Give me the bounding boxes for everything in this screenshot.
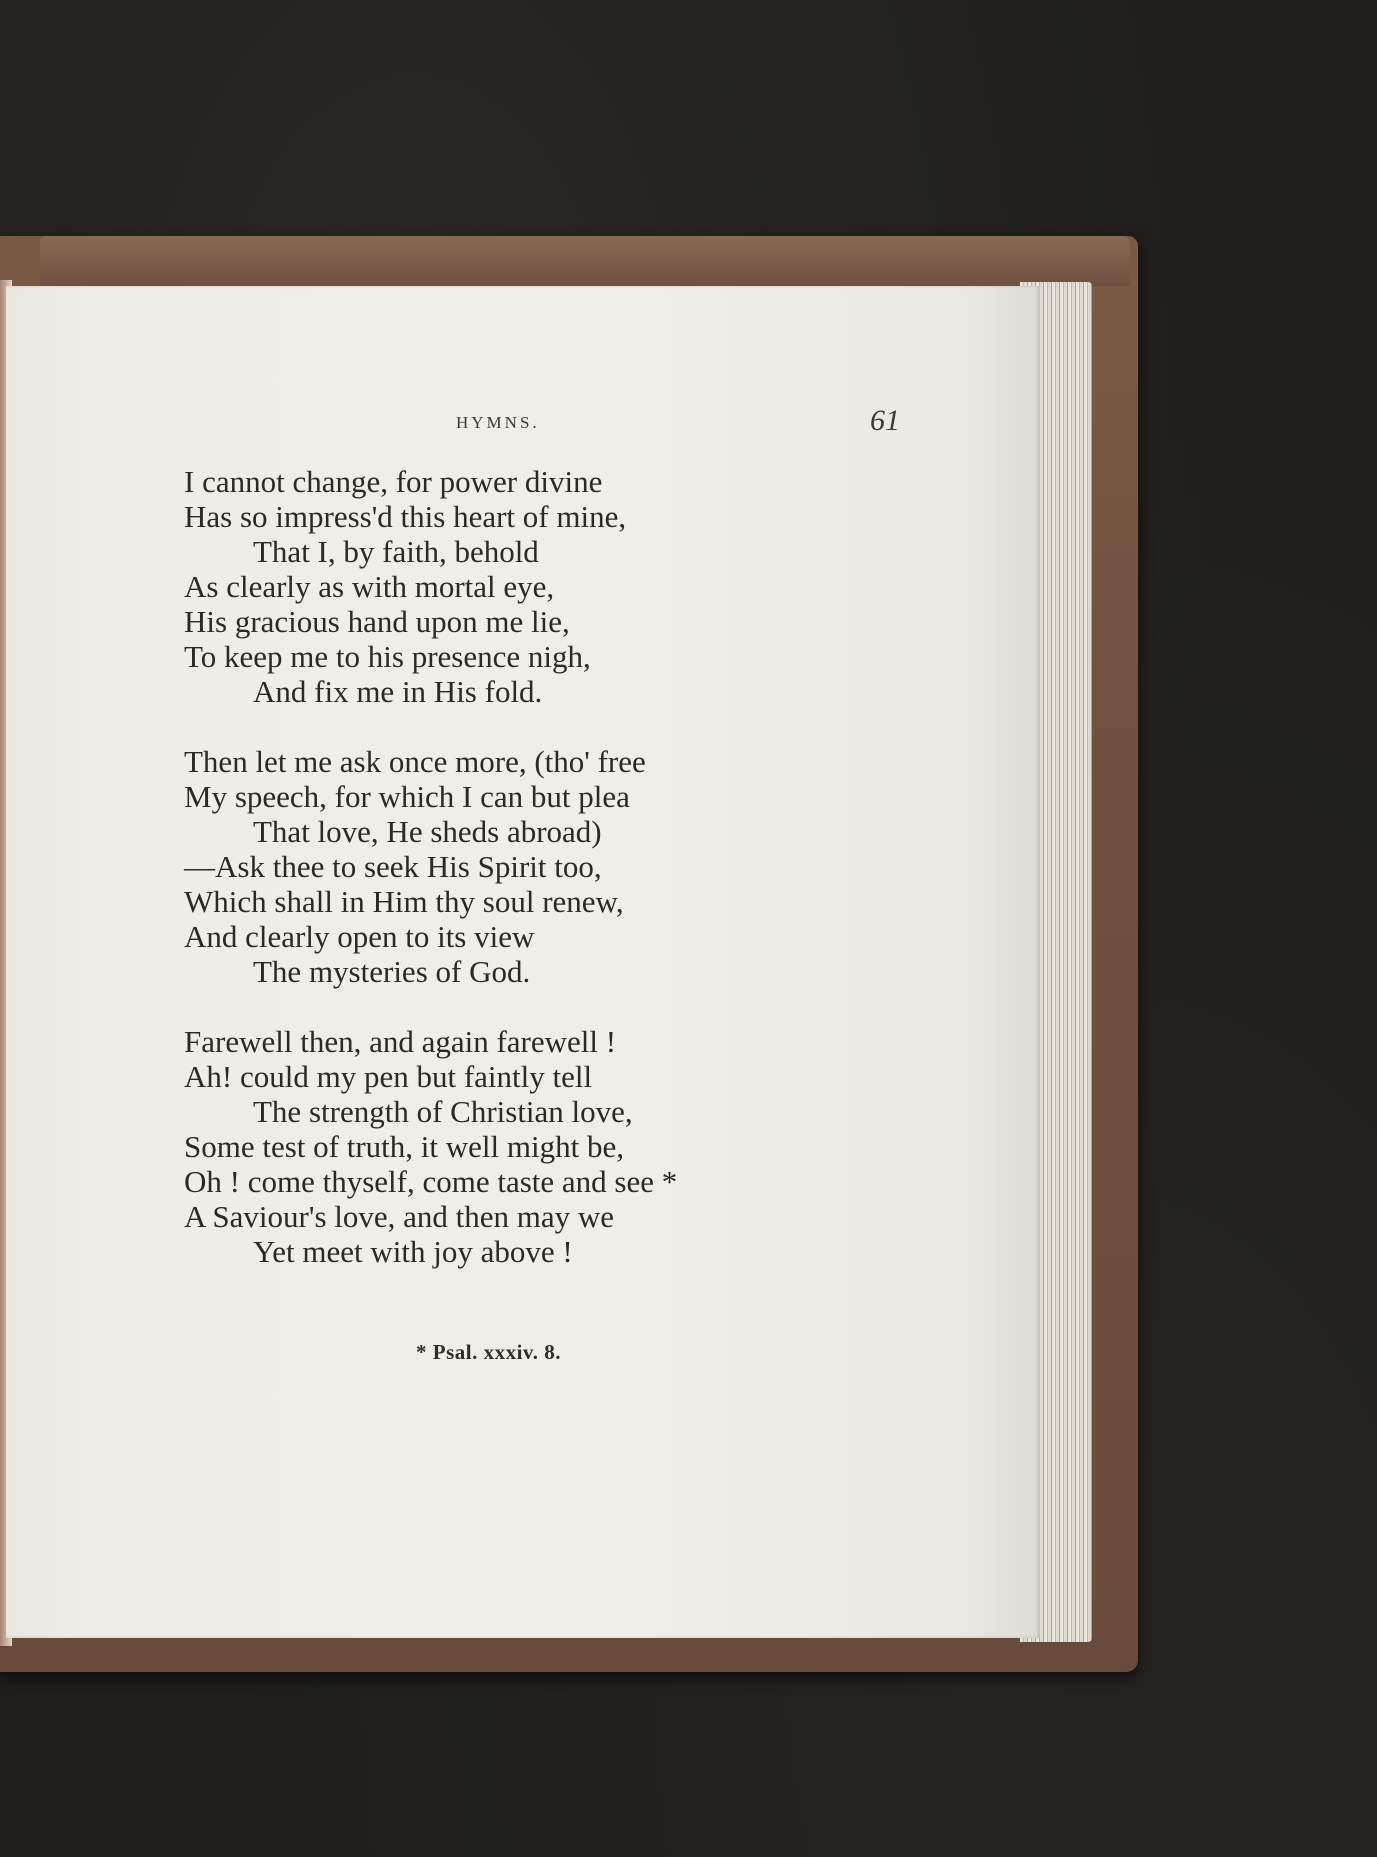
verse-line: My speech, for which I can but plea	[184, 779, 630, 814]
verse-line: As clearly as with mortal eye,	[184, 569, 555, 604]
verse-line: To keep me to his presence nigh,	[184, 639, 591, 674]
verse-line: His gracious hand upon me lie,	[184, 604, 570, 639]
verse-line: Has so impress'd this heart of mine,	[184, 499, 627, 534]
running-head: HYMNS.	[456, 413, 540, 432]
verse-line: Oh ! come thyself, come taste and see *	[184, 1164, 678, 1199]
footnote: * Psal. xxxiv. 8.	[416, 1340, 562, 1364]
page-number: 61	[870, 404, 900, 437]
verse-line: The strength of Christian love,	[253, 1094, 633, 1129]
verse-line: A Saviour's love, and then may we	[184, 1199, 615, 1234]
verse-line: Ah! could my pen but faintly tell	[184, 1059, 593, 1094]
stanza	[184, 464, 824, 709]
verse-line: The mysteries of God.	[253, 954, 531, 989]
verse-line: Some test of truth, it well might be,	[184, 1129, 624, 1164]
verse-line: Then let me ask once more, (tho' free	[184, 744, 646, 779]
verse-line: I cannot change, for power divine	[184, 464, 603, 499]
verse-line: Yet meet with joy above !	[253, 1234, 573, 1269]
verse-line: Which shall in Him thy soul renew,	[184, 884, 624, 919]
hymn-text	[184, 464, 824, 1304]
verse-line: —Ask thee to seek His Spirit too,	[184, 849, 602, 884]
verse-line: That I, by faith, behold	[253, 534, 539, 569]
verse-line: And clearly open to its view	[184, 919, 535, 954]
stanza	[184, 744, 824, 989]
verse-line: Farewell then, and again farewell !	[184, 1024, 617, 1059]
book-cover-top-edge	[40, 236, 1130, 286]
verse-line: That love, He sheds abroad)	[253, 814, 602, 849]
stanza	[184, 1024, 824, 1269]
verse-line: And fix me in His fold.	[253, 674, 543, 709]
